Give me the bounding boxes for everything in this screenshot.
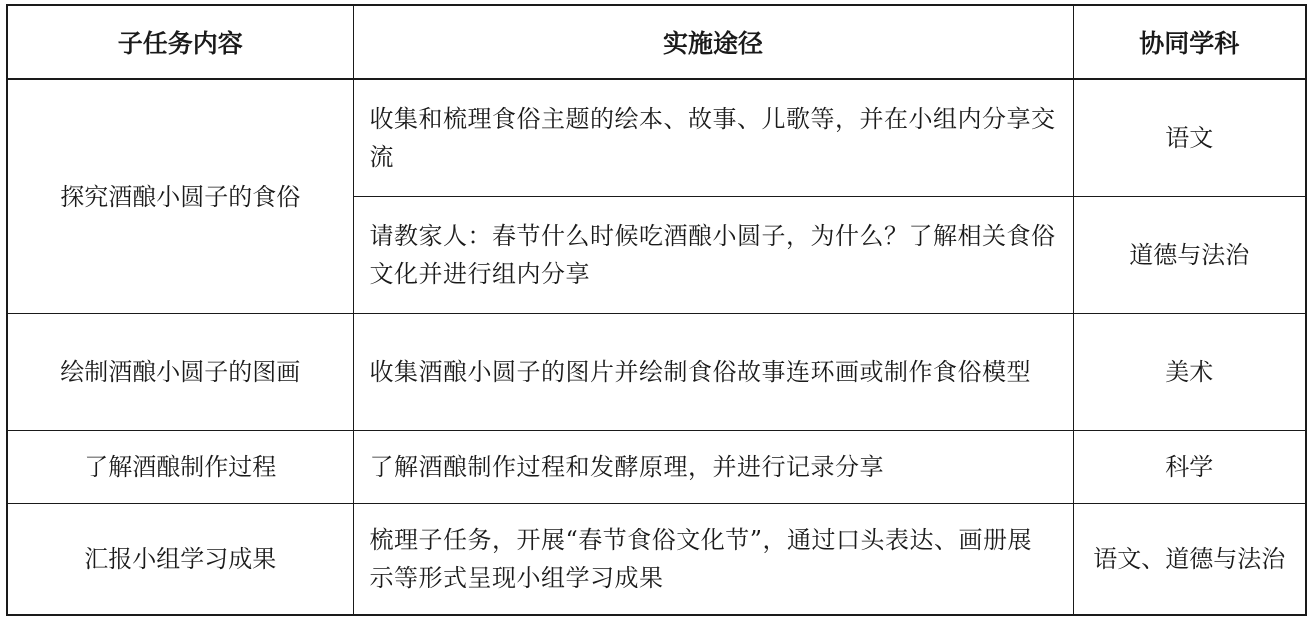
path-cell: 收集和梳理食俗主题的绘本、故事、儿歌等，并在小组内分享交流 xyxy=(353,79,1073,197)
table-row xyxy=(7,314,1306,431)
subject-cell: 科学 xyxy=(1073,431,1306,504)
table-row xyxy=(7,504,1306,616)
header-row xyxy=(7,5,1306,79)
table-row xyxy=(7,431,1306,504)
header-task: 子任务内容 xyxy=(7,5,353,79)
subject-cell: 美术 xyxy=(1073,314,1306,431)
path-cell: 收集酒酿小圆子的图片并绘制食俗故事连环画或制作食俗模型 xyxy=(353,314,1073,431)
header-path: 实施途径 xyxy=(353,5,1073,79)
task-table xyxy=(6,4,1307,616)
subject-cell: 语文、道德与法治 xyxy=(1073,504,1306,616)
header-subject: 协同学科 xyxy=(1073,5,1306,79)
task-cell: 绘制酒酿小圆子的图画 xyxy=(7,314,353,431)
table-row xyxy=(7,79,1306,197)
path-cell: 梳理子任务，开展“春节食俗文化节”，通过口头表达、画册展示等形式呈现小组学习成果 xyxy=(353,504,1073,616)
path-cell: 了解酒酿制作过程和发酵原理，并进行记录分享 xyxy=(353,431,1073,504)
task-cell: 了解酒酿制作过程 xyxy=(7,431,353,504)
subject-cell: 道德与法治 xyxy=(1073,197,1306,314)
path-cell: 请教家人：春节什么时候吃酒酿小圆子，为什么？了解相关食俗文化并进行组内分享 xyxy=(353,197,1073,314)
subject-cell: 语文 xyxy=(1073,79,1306,197)
task-cell: 探究酒酿小圆子的食俗 xyxy=(7,79,353,314)
table-container xyxy=(6,4,1307,616)
task-cell: 汇报小组学习成果 xyxy=(7,504,353,616)
